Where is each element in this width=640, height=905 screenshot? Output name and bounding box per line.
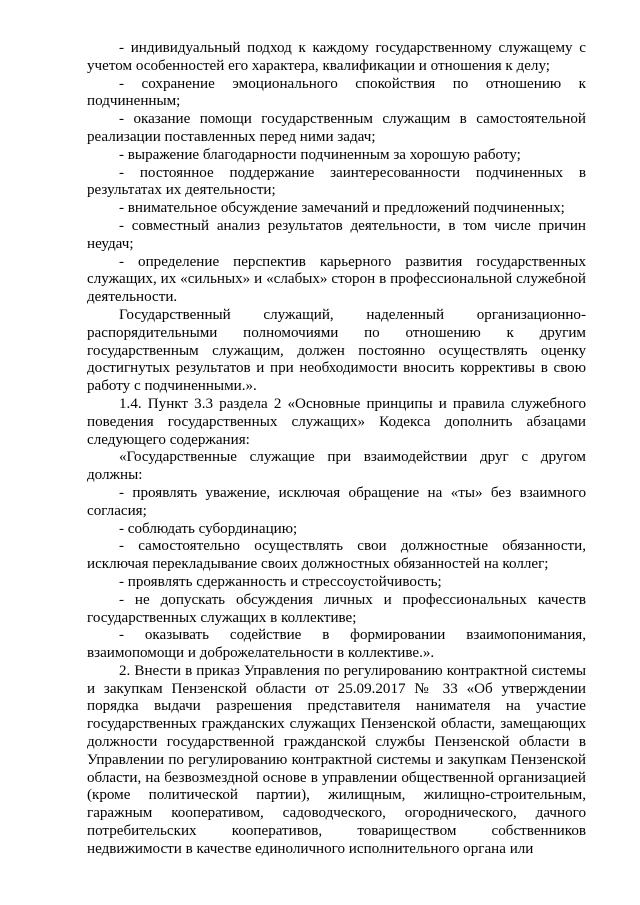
list-item-discussion: - внимательное обсуждение замечаний и предложений подчиненных;	[119, 200, 565, 217]
list-item-gratitude: - выражение благодарности подчиненным за хорошую работу;	[119, 146, 521, 163]
list-item-joint-analysis: - совместный анализ результатов деятельности, в том числе причин неудач;	[87, 217, 586, 252]
paragraph-section-1-4: 1.4. Пункт 3.3 раздела 2 «Основные принципы и правила служебного поведения государственных служащих» Кодекса дополнить абзацами следующего содержания:	[87, 395, 586, 448]
paragraph-section-2: 2. Внести в приказ Управления по регулированию контрактной системы и закупкам Пензенской области от 25.09.2017 № 33 «Об утверждении порядка выдачи разрешения представителя нанимателя на участие государственных гражданских служащих Пензенской области, замещающих должности государственной гражданской службы Пензенской области в Управлении по регулированию контрактной системы и закупкам Пензенской области, на безвозмездной основе в управлении общественной организацией (кроме политической партии), жилищным, жилищно-строительным, гаражным кооперативом, садоводческого, огороднического, дачного потребительских кооперативов, товариществом собственников недвижимости в качестве единоличного исполнительного органа или	[87, 662, 586, 857]
list-item-stress-resistance: - проявлять сдержанность и стрессоустойчивость;	[119, 573, 442, 590]
list-item-individual-approach: - индивидуальный подход к каждому государственному служащему с учетом особенностей его характера, квалификации и отношения к делу;	[87, 40, 586, 74]
list-item-career-prospects: - определение перспектив карьерного развития государственных служащих, их «сильных» и «слабых» сторон в профессиональной служебной деятельности.	[87, 253, 586, 306]
paragraph-interaction-intro: «Государственные служащие при взаимодействии друг с другом должны:	[87, 449, 586, 484]
list-item-own-duties: - самостоятельно осуществлять свои должностные обязанности, исключая перекладывание своих должностных обязанностей на коллег;	[87, 538, 586, 573]
list-item-assistance: - оказание помощи государственным служащим в самостоятельной реализации поставленных перед ними задач;	[87, 111, 586, 145]
list-item-respect: - проявлять уважение, исключая обращение на «ты» без взаимного согласия;	[87, 484, 586, 519]
list-item-subordination: - соблюдать субординацию;	[119, 520, 298, 537]
paragraph-manager-assessment: Государственный служащий, наделенный организационно-распорядительными полномочиями по отношению к другим государственным служащим, должен постоянно осуществлять оценку достигнутых результатов и при необходимости вносить коррективы в свою работу с подчиненными.».	[87, 306, 586, 395]
list-item-emotional-calm: - сохранение эмоционального спокойствия по отношению к подчиненным;	[87, 75, 586, 110]
document-body	[87, 40, 586, 859]
list-item-mutual-assistance: - оказывать содействие в формировании взаимопонимания, взаимопомощи и доброжелательности в коллективе.».	[87, 627, 586, 662]
list-item-no-gossip: - не допускать обсуждения личных и профессиональных качеств государственных служащих в коллективе;	[87, 591, 586, 626]
list-item-interest-support: - постоянное поддержание заинтересованности подчиненных в результатах их деятельности;	[87, 164, 586, 199]
